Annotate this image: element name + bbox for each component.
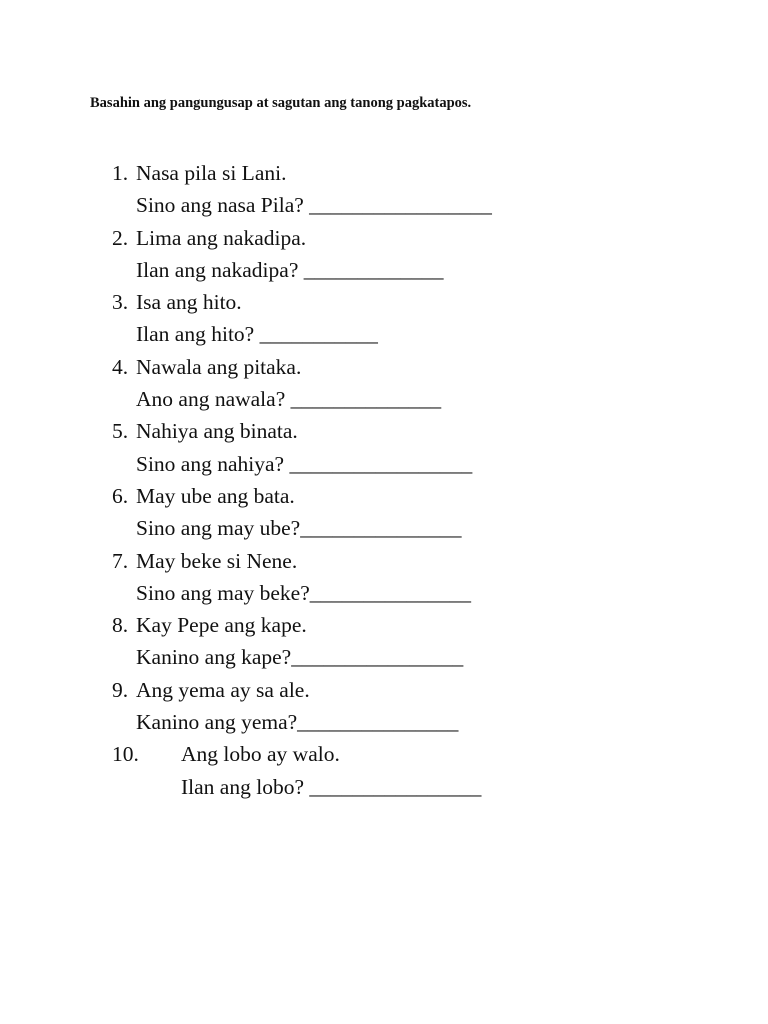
list-item [0,158,768,223]
list-item [0,223,768,288]
list-item [0,481,768,546]
instruction-text: Basahin ang pangungusap at sagutan ang tanong pagkatapos. [90,95,472,111]
list-item [0,416,768,481]
item-question: Sino ang nahiya? _________________ [136,451,473,476]
item-number: 4. [112,354,129,379]
item-statement: Ang lobo ay walo. [181,742,340,767]
item-question: Sino ang may beke?_______________ [136,580,471,605]
item-statement: Kay Pepe ang kape. [136,613,307,638]
item-number: 10. [112,742,139,767]
item-question: Ilan ang hito? ___________ [136,322,378,347]
item-number: 6. [112,483,129,508]
question-list [0,158,768,804]
item-question: Kanino ang yema?_______________ [136,710,459,735]
item-number: 8. [112,613,129,638]
item-number: 7. [112,548,129,573]
item-number: 9. [112,677,129,702]
item-number: 1. [112,161,129,185]
list-item [0,287,768,352]
item-question: Ano ang nawala? ______________ [136,387,442,412]
list-item [0,739,768,804]
item-statement: Isa ang hito. [136,290,242,315]
item-number: 5. [112,419,129,444]
item-statement: May ube ang bata. [136,483,295,508]
item-statement: Nawala ang pitaka. [136,354,302,379]
list-item [0,352,768,417]
item-question: Sino ang nasa Pila? _________________ [136,193,492,218]
item-statement: Lima ang nakadipa. [136,225,307,250]
item-question: Ilan ang nakadipa? _____________ [136,257,444,282]
list-item [0,675,768,740]
item-question: Ilan ang lobo? ________________ [181,774,482,799]
item-statement: Nahiya ang binata. [136,419,298,444]
item-number: 3. [112,290,129,315]
item-question: Kanino ang kape?________________ [136,645,464,670]
list-item [0,610,768,675]
list-item [0,546,768,611]
item-number: 2. [112,225,129,250]
item-statement: May beke si Nene. [136,548,298,573]
item-statement: Nasa pila si Lani. [136,161,287,185]
item-question: Sino ang may ube?_______________ [136,516,462,541]
item-statement: Ang yema ay sa ale. [136,677,310,702]
